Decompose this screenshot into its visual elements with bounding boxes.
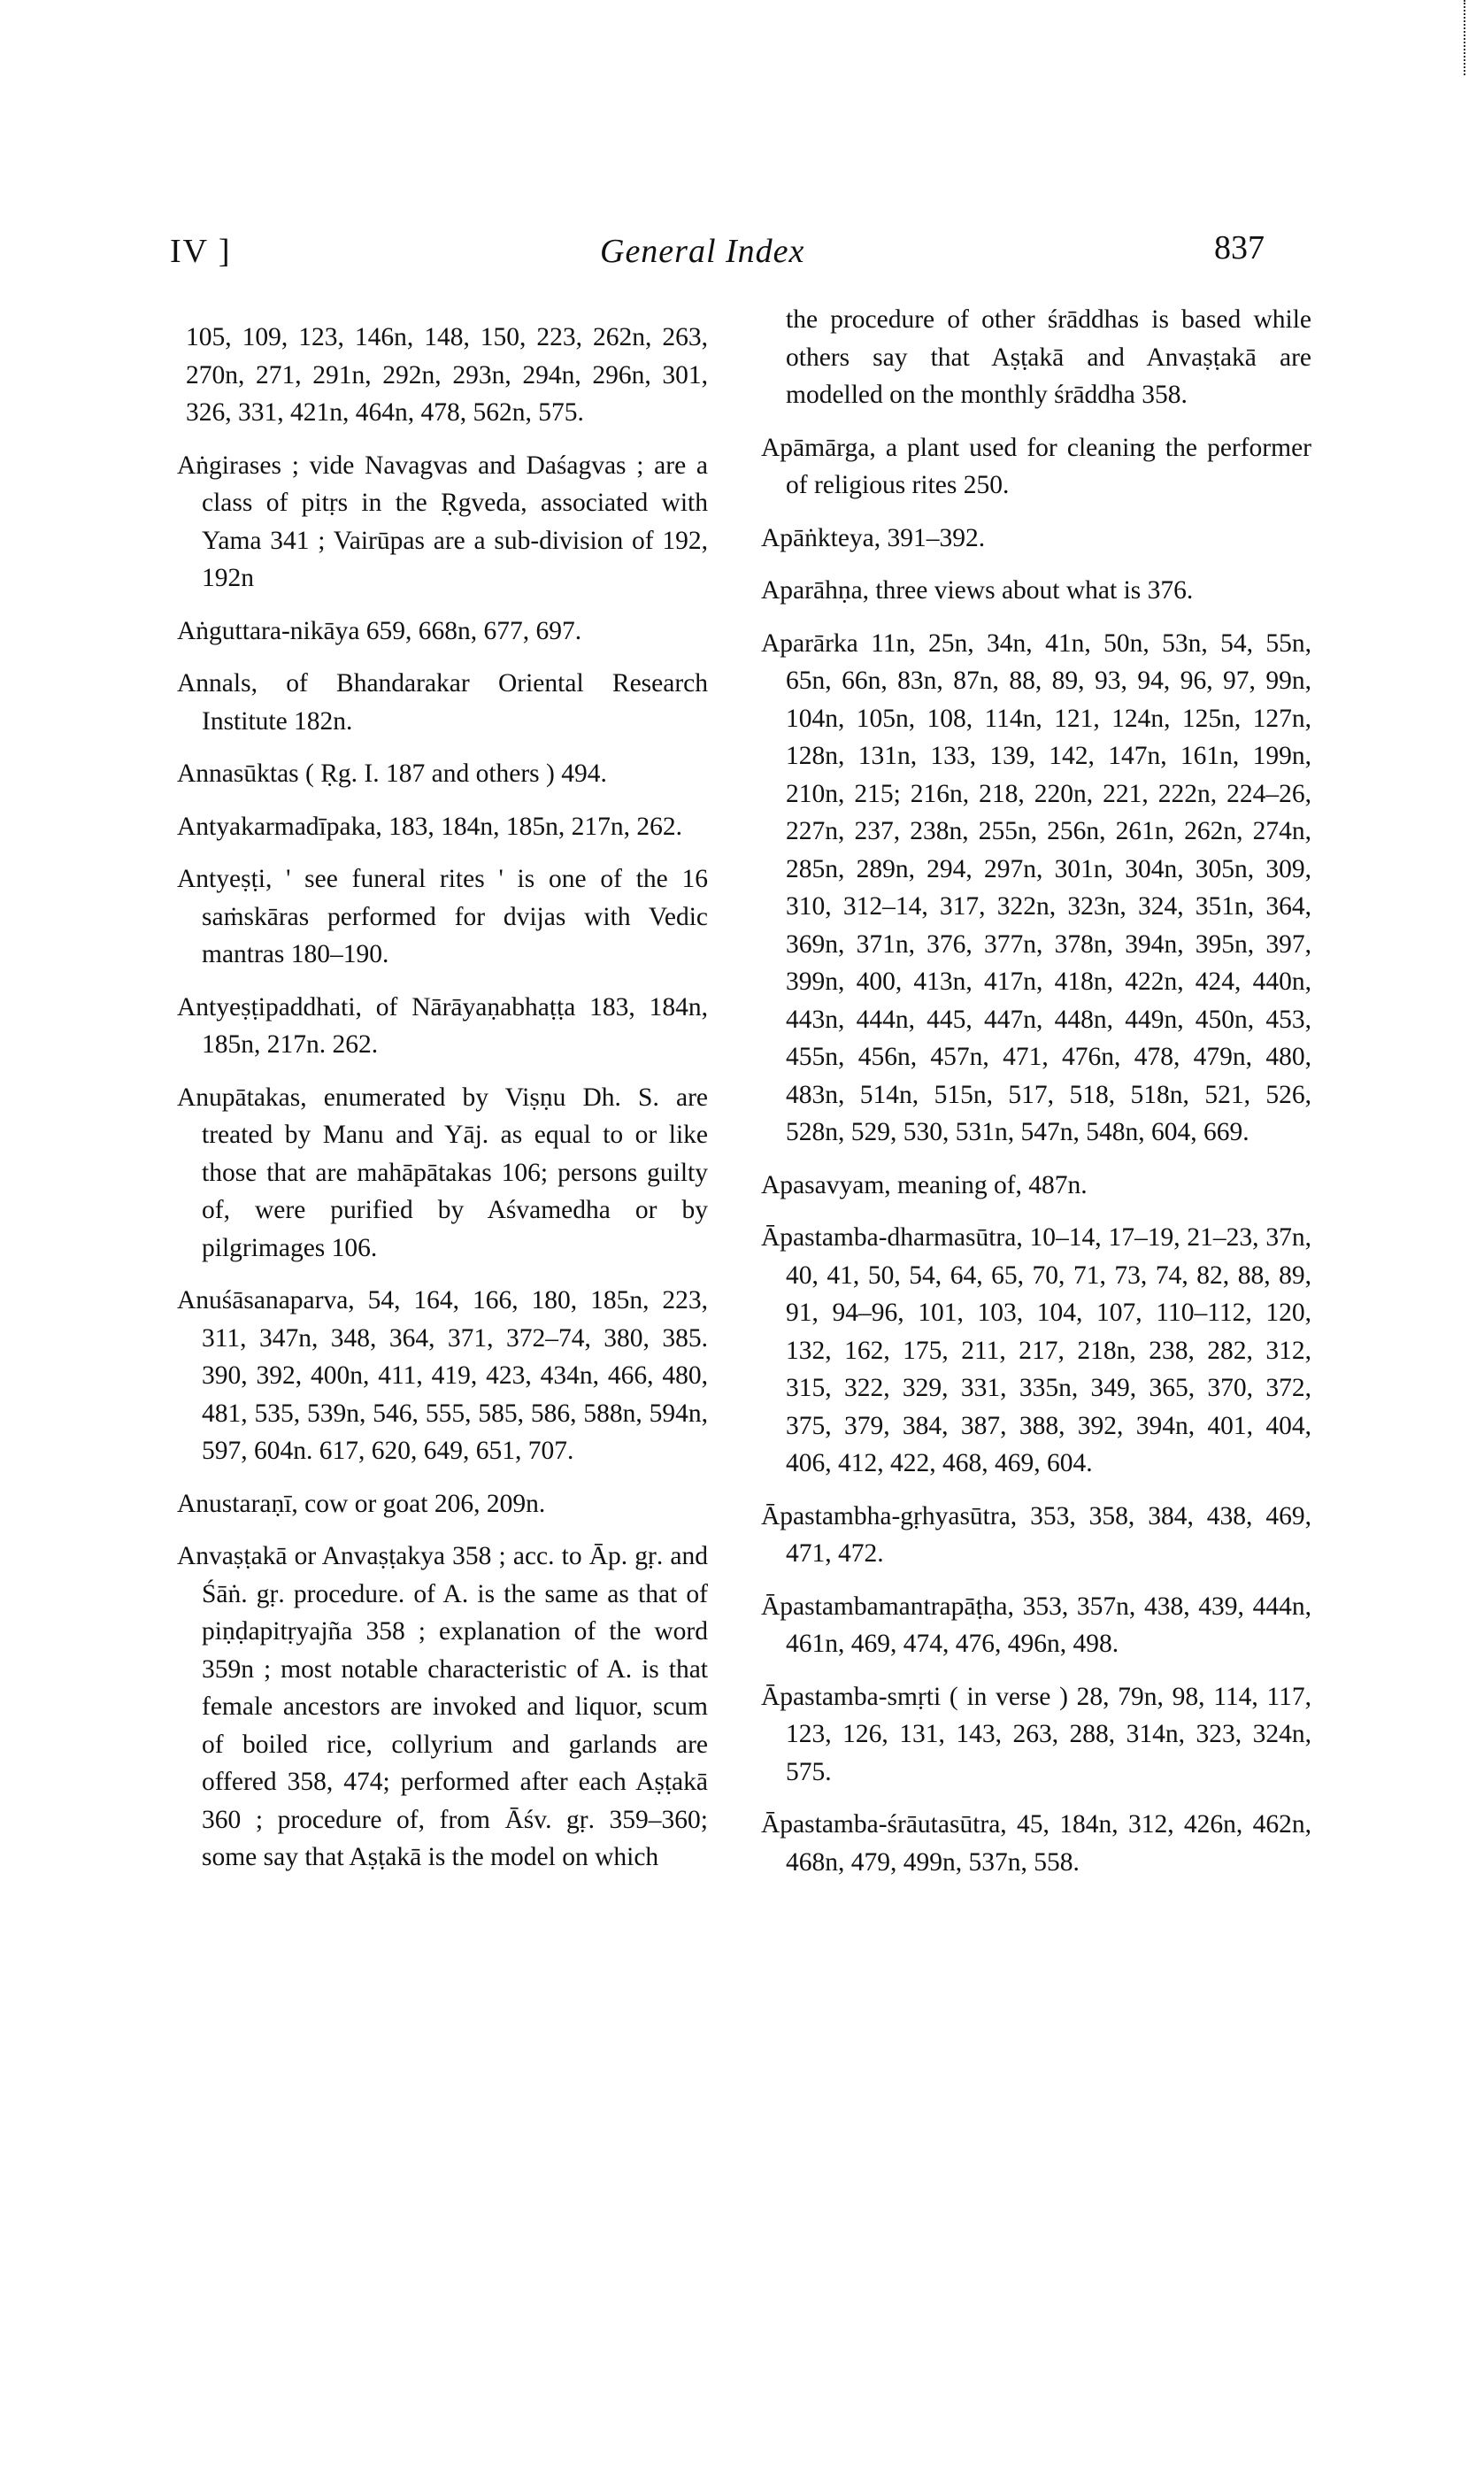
- index-entry-continued: 105, 109, 123, 146n, 148, 150, 223, 262n, 263, 270n, 271, 291n, 292n, 293n, 294n, 296n, 301, 326, 331, 421n, 464n, 478, 562n, 575.: [186, 323, 708, 427]
- index-entry-continued: the procedure of other śrāddhas is based while others say that Aṣṭakā and Anvaṣṭakā are modelled on the monthly śrāddha 358.: [786, 305, 1311, 409]
- index-entry: Anuśāsanaparva, 54, 164, 166, 180, 185n, 223, 311, 347n, 348, 364, 371, 372–74, 380, 385. 390, 392, 400n, 411, 419, 423, 434n, 466, 480, 481, 535, 539n, 546, 555, 585, 586, 588n, 594n, 597, 604n. 617, 620, 649, 651, 707.: [177, 1286, 708, 1465]
- page-number: 837: [1214, 229, 1265, 266]
- index-entry: Āpastambha-gṛhyasūtra, 353, 358, 384, 438, 469, 471, 472.: [761, 1501, 1311, 1568]
- index-entry: Aparāhṇa, three views about what is 376.: [761, 576, 1194, 605]
- index-entry: Āpastamba-smṛti ( in verse ) 28, 79n, 98, 114, 117, 123, 126, 131, 143, 263, 288, 314n, 323, 324n, 575.: [761, 1682, 1311, 1786]
- chapter-number: IV ]: [170, 233, 232, 270]
- index-entry: Āpastambamantrapāṭha, 353, 357n, 438, 439, 444n, 461n, 469, 474, 476, 496n, 498.: [761, 1592, 1311, 1658]
- right-column: [761, 301, 1311, 1896]
- index-entry: Aṅgirases ; vide Navagvas and Daśagvas ; are a class of pitṛs in the Ṛgveda, associated with Yama 341 ; Vairūpas are a sub-division of 192, 192n: [177, 451, 708, 592]
- index-entry: Aparārka 11n, 25n, 34n, 41n, 50n, 53n, 54, 55n, 65n, 66n, 83n, 87n, 88, 89, 93, 94, 96, 97, 99n, 104n, 105n, 108, 114n, 121, 124n, 125n, 127n, 128n, 131n, 133, 139, 142, 147n, 161n, 199n, 210n, 215; 216n, 218, 220n, 221, 222n, 224–26, 227n, 237, 238n, 255n, 256n, 261n, 262n, 274n, 285n, 289n, 294, 297n, 301n, 304n, 305n, 309, 310, 312–14, 317, 322n, 323n, 324, 351n, 364, 369n, 371n, 376, 377n, 378n, 394n, 395n, 397, 399n, 400, 413n, 417n, 418n, 422n, 424, 440n, 443n, 444n, 445, 447n, 448n, 449n, 450n, 453, 455n, 456n, 457n, 471, 476n, 478, 479n, 480, 483n, 514n, 515n, 517, 518, 518n, 521, 526, 528n, 529, 530, 531n, 547n, 548n, 604, 669.: [761, 628, 1311, 1146]
- index-entry: Anvaṣṭakā or Anvaṣṭakya 358 ; acc. to Āp. gṛ. and Śāṅ. gṛ. procedure. of A. is the same as that of piṇḍapitṛyajña 358 ; explanation of the word 359n ; most notable characteristic of A. is that female ancestors are invoked and liquor, scum of boiled rice, collyrium and garlands are offered 358, 474; performed after each Aṣṭakā 360 ; procedure of, from Āśv. gṛ. 359–360; some say that Aṣṭakā is the model on which: [177, 1542, 708, 1871]
- index-entry: Āpastamba-dharmasūtra, 10–14, 17–19, 21–23, 37n, 40, 41, 50, 54, 64, 65, 70, 71, 73, 74, 82, 88, 89, 91, 94–96, 101, 103, 104, 107, 110–112, 120, 132, 162, 175, 211, 217, 218n, 238, 282, 312, 315, 322, 329, 331, 335n, 349, 365, 370, 372, 375, 379, 384, 387, 388, 392, 394n, 401, 404, 406, 412, 422, 468, 469, 604.: [761, 1223, 1311, 1477]
- left-column: [177, 319, 708, 1892]
- index-entry: Aṅguttara-nikāya 659, 668n, 677, 697.: [177, 616, 582, 645]
- scan-edge-mark: [1464, 0, 1467, 75]
- index-entry: Antyakarmadīpaka, 183, 184n, 185n, 217n, 262.: [177, 812, 683, 841]
- page-title: General Index: [600, 233, 805, 270]
- index-entry: Annals, of Bhandarakar Oriental Research Institute 182n.: [177, 669, 708, 736]
- index-entry: Apāṅkteya, 391–392.: [761, 523, 986, 552]
- index-entry: Apāmārga, a plant used for cleaning the performer of religious rites 250.: [761, 433, 1311, 499]
- index-entry: Antyeṣṭi, ' see funeral rites ' is one of the 16 saṁskāras performed for dvijas with Vedic mantras 180–190.: [177, 865, 708, 968]
- index-entry: Annasūktas ( Ṛg. I. 187 and others ) 494.: [177, 759, 607, 788]
- index-entry: Āpastamba-śrāutasūtra, 45, 184n, 312, 426n, 462n, 468n, 479, 499n, 537n, 558.: [761, 1810, 1311, 1877]
- running-head: [0, 229, 1484, 285]
- index-entry: Apasavyam, meaning of, 487n.: [761, 1170, 1088, 1199]
- index-entry: Anustaraṇī, cow or goat 206, 209n.: [177, 1489, 546, 1518]
- index-entry: Anupātakas, enumerated by Viṣṇu Dh. S. are treated by Manu and Yāj. as equal to or like those that are mahāpātakas 106; persons guilty of, were purified by Aśvamedha or by pilgrimages 106.: [177, 1083, 708, 1262]
- index-entry: Antyeṣṭipaddhati, of Nārāyaṇabhaṭṭa 183, 184n, 185n, 217n. 262.: [177, 992, 708, 1059]
